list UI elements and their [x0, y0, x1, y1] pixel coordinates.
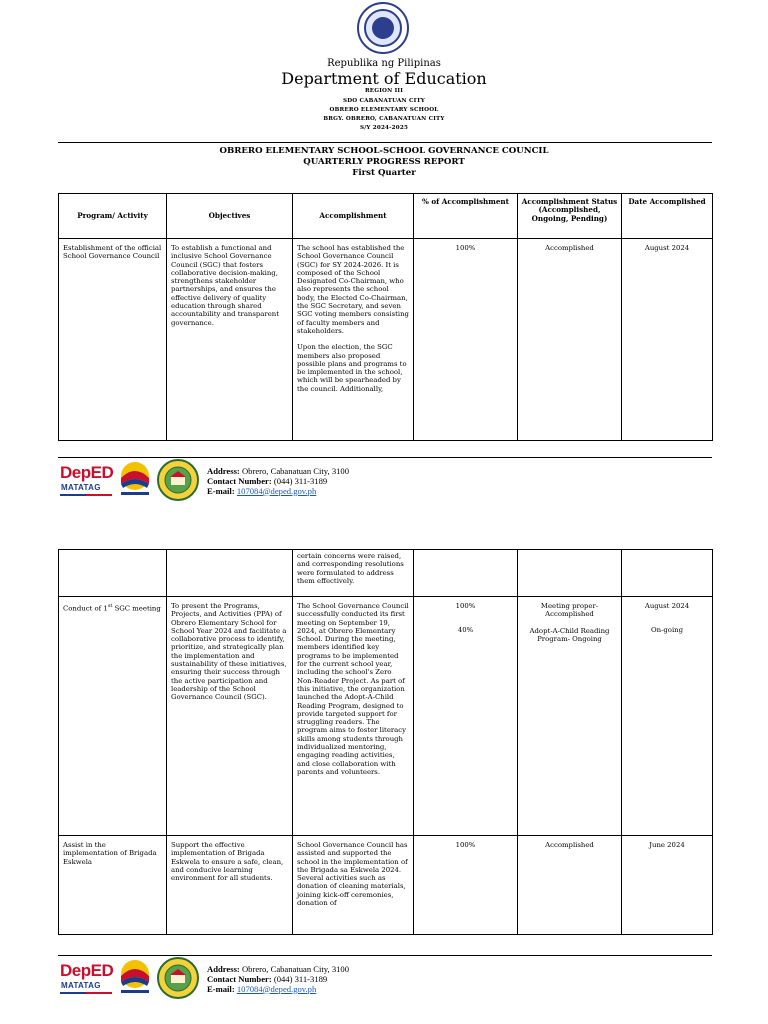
- cell-percent: 100%: [414, 836, 518, 935]
- table-header-row: [59, 194, 713, 239]
- cell-objectives: Support the effective implementation of Brigada Eskwela to ensure a safe, clean, and conducive learning environment for all students.: [167, 836, 293, 935]
- email-link[interactable]: 107084@deped.gov.ph: [236, 983, 317, 994]
- matatag-stripe: [60, 494, 112, 496]
- department-title: Department of Education: [281, 69, 487, 88]
- cell-date: August 2024: [622, 239, 713, 441]
- header-accomplishment: Accomplishment: [293, 194, 414, 239]
- report-quarter: First Quarter: [352, 168, 416, 178]
- header-percent: % of Accomplishment: [414, 194, 518, 239]
- header-status: Accomplishment Status (Accomplished, Ongoing, Pending): [518, 194, 622, 239]
- table-row: [59, 550, 713, 597]
- table-row: [59, 836, 713, 935]
- header-program: Program/ Activity: [59, 194, 167, 239]
- cell-accomplishment: School Governance Council has assisted and supported the school in the implementation of the Brigada sa Eskwela 2024. Several activities such as donation of cleaning materials, joining kick-off ceremonies, donation of: [293, 836, 414, 935]
- barangay-line: BRGY. OBRERO, CABANATUAN CITY: [323, 116, 445, 122]
- cell-objectives: To establish a functional and inclusive School Governance Council (SGC) that fosters collaborative decision-making, strengthens stakeholder partnerships, and ensures the effective delivery of quality education through shared accountability and transparent governance.: [167, 239, 293, 441]
- cell-accomplishment: [293, 239, 414, 441]
- cell-accomplishment: The School Governance Council successfully conducted its first meeting on September 19, 2024, at Obrero Elementary School. During the meeting, members identified key programs to be implemented for the current school year, including the school's Zero Non-Reader Project. As part of this initiative, the organization launched the Adopt-A-Child Reading Program, designed to provide targeted support for struggling readers. The program aims to foster literacy skills among students through individualized mentoring, engaging reading activities, and close collaboration with parents and volunteers.: [293, 597, 414, 836]
- header-divider: [58, 142, 712, 143]
- cell-program: Assist in the implementation of Brigada Eskwela: [59, 836, 167, 935]
- cell-date: August 2024 On-going: [622, 597, 713, 836]
- bagong-pilipinas-logo: [117, 958, 153, 996]
- cell-program: Establishment of the official School Governance Council: [59, 239, 167, 441]
- school-year-line: S/Y 2024-2025: [359, 125, 409, 131]
- progress-table-page2: [58, 549, 713, 935]
- matatag-logo: MATATAG: [61, 981, 101, 990]
- footer-divider: [58, 457, 712, 458]
- cell-accomplishment: certain concerns were raised, and corresponding resolutions were formulated to address them effectively.: [293, 550, 414, 597]
- matatag-logo: MATATAG: [61, 483, 101, 492]
- report-title: OBRERO ELEMENTARY SCHOOL-SCHOOL GOVERNANCE COUNCIL: [219, 146, 549, 156]
- deped-logo: DepED: [60, 463, 114, 482]
- deped-seal-logo: [357, 2, 409, 54]
- cell-status: [518, 550, 622, 597]
- school-line: OBRERO ELEMENTARY SCHOOL: [329, 107, 439, 113]
- cell-date: June 2024: [622, 836, 713, 935]
- cell-status: Accomplished: [518, 836, 622, 935]
- table-row: [59, 597, 713, 836]
- table-row: [59, 239, 713, 441]
- header-objectives: Objectives: [167, 194, 293, 239]
- deped-logo: DepED: [60, 961, 114, 980]
- school-seal-logo: [157, 957, 199, 999]
- cell-program: Conduct of 1st SGC meeting: [59, 597, 167, 836]
- cell-status: Meeting proper- Accomplished Adopt-A-Child Reading Program- Ongoing: [518, 597, 622, 836]
- report-subtitle: QUARTERLY PROGRESS REPORT: [303, 157, 465, 167]
- region-line: REGION III: [364, 88, 404, 94]
- cell-date: [622, 550, 713, 597]
- cell-percent: 100%: [414, 239, 518, 441]
- progress-table-page1: [58, 193, 713, 441]
- accomplishment-paragraph-2: Upon the election, the SGC members also proposed possible plans and programs to be implemented in the school, which will be spearheaded by the council. Additionally,: [297, 343, 407, 393]
- cell-program: [59, 550, 167, 597]
- cell-objectives: [167, 550, 293, 597]
- school-seal-logo: [157, 459, 199, 501]
- cell-status: Accomplished: [518, 239, 622, 441]
- republic-line: Republika ng Pilipinas: [327, 58, 441, 69]
- footer-divider: [58, 955, 712, 956]
- footer-address: Address: Obrero, Cabanatuan City, 3100 Contact Number: (044) 311-3189 E-mail: 107084@deped.gov.ph: [207, 466, 350, 496]
- email-link[interactable]: 107084@deped.gov.ph: [236, 485, 317, 496]
- accomplishment-paragraph-1: The school has established the School Governance Council (SGC) for SY 2024-2026. It is composed of the School Designated Co-Chairman, who also represents the school body, the Elected Co-Chairman, the SGC Secretary, and seven SGC voting members consisting of faculty members and stakeholders.: [297, 244, 409, 335]
- header-date: Date Accomplished: [622, 194, 713, 239]
- bagong-pilipinas-logo: [117, 460, 153, 498]
- cell-objectives: To present the Programs, Projects, and Activities (PPA) of Obrero Elementary School for School Year 2024 and facilitate a collaborative process to identify, prioritize, and strategically plan the implementation and sustainability of these initiatives, ensuring their success through the active participation and leadership of the School Governance Council (SGC).: [167, 597, 293, 836]
- division-line: SDO CABANATUAN CITY: [342, 98, 425, 104]
- matatag-stripe: [60, 992, 112, 994]
- footer-address: Address: Obrero, Cabanatuan City, 3100 Contact Number: (044) 311-3189 E-mail: 107084@deped.gov.ph: [207, 964, 350, 994]
- cell-percent: [414, 550, 518, 597]
- cell-percent: 100% 40%: [414, 597, 518, 836]
